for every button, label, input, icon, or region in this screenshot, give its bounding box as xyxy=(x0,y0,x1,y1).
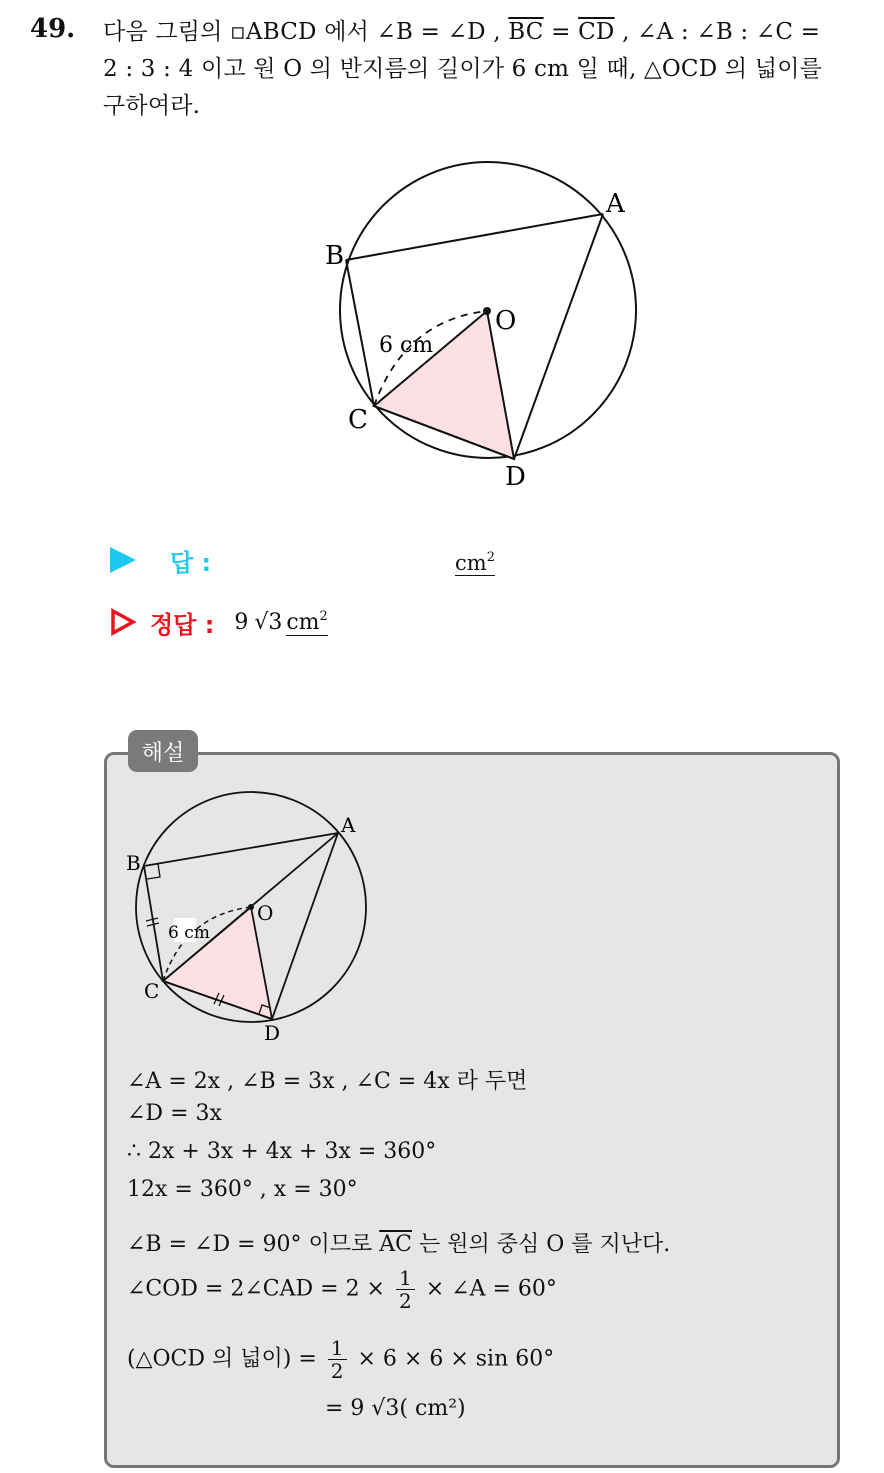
solution-line7-b: × 6 × 6 × sin 60° xyxy=(357,1346,555,1372)
play-arrow-icon xyxy=(110,547,136,573)
solution-line-7 xyxy=(127,1337,554,1382)
solution-line-8: = 9 √3( cm²) xyxy=(325,1396,466,1421)
label-d: D xyxy=(505,462,526,492)
outline-arrow-icon xyxy=(110,608,136,636)
correct-unit xyxy=(286,609,327,636)
problem-line1-a: 다음 그림의 xyxy=(103,19,231,45)
problem-line-3: 구하여라. xyxy=(103,93,201,119)
correct-label: 정답 : xyxy=(150,610,215,639)
fraction-numerator: 1 xyxy=(396,1267,415,1290)
solution-tag: 해설 xyxy=(128,730,198,772)
square-symbol: ▫ xyxy=(230,19,246,45)
fraction-one-half-area xyxy=(328,1337,347,1382)
center-point-o xyxy=(483,307,491,315)
solution-line-5 xyxy=(127,1227,670,1258)
label-c: C xyxy=(348,405,368,435)
equals-sign: = xyxy=(543,19,579,45)
sol-label-d: D xyxy=(264,1021,281,1045)
solution-line5-b: 는 원의 중심 O 를 지난다. xyxy=(411,1232,671,1257)
sol-side-ab xyxy=(144,833,338,866)
sol-label-c: C xyxy=(144,979,160,1003)
sol-center-point-o xyxy=(248,904,254,910)
label-o: O xyxy=(495,306,517,336)
solution-figure xyxy=(120,790,380,1050)
correct-unit-exp: 2 xyxy=(319,608,328,624)
circle-figure xyxy=(320,150,650,495)
correct-unit-text: cm xyxy=(286,609,320,635)
right-angle-mark-b xyxy=(147,864,160,879)
sol-label-o: O xyxy=(257,901,274,925)
problem-line-1 xyxy=(103,14,863,51)
answer-unit-text: cm xyxy=(455,551,487,575)
problem-number: 49. xyxy=(30,14,76,44)
problem-line1-b: ABCD 에서 ∠B = ∠D , xyxy=(245,19,509,45)
solution-line-1: ∠A = 2x , ∠B = 3x , ∠C = 4x 라 두면 xyxy=(127,1069,528,1094)
solution-line7-a: (△OCD 의 넓이) = xyxy=(127,1346,317,1372)
correct-coef: 9 xyxy=(234,609,249,635)
sol-radius-label: 6 cm xyxy=(168,923,210,943)
problem-line1-c: , ∠A : ∠B : ∠C = xyxy=(614,19,821,45)
solution-line-4: 12x = 360° , x = 30° xyxy=(127,1177,358,1202)
answer-label: 답 : xyxy=(170,548,212,577)
correct-answer-row xyxy=(110,602,328,642)
correct-value xyxy=(234,609,327,636)
label-b: B xyxy=(325,241,345,271)
sol-label-b: B xyxy=(126,851,141,875)
sol-side-bc xyxy=(144,866,163,981)
problem-line-2: 2 : 3 : 4 이고 원 O 의 반지름의 길이가 6 cm 일 때, △OCD 의 넓이를 xyxy=(103,56,823,82)
solution-line-2: ∠D = 3x xyxy=(127,1101,222,1126)
answer-unit-exp: 2 xyxy=(486,550,495,565)
segment-ac: $\overline{AC}$ xyxy=(379,1232,412,1257)
fraction-numerator-area: 1 xyxy=(328,1337,347,1360)
side-da xyxy=(514,214,603,459)
side-ab xyxy=(346,214,603,260)
radius-label: 6 cm xyxy=(379,333,434,358)
solution-line5-a: ∠B = ∠D = 90° 이므로 xyxy=(127,1232,380,1257)
solution-line-3: ∴ 2x + 3x + 4x + 3x = 360° xyxy=(127,1139,437,1164)
fraction-denominator: 2 xyxy=(399,1289,412,1313)
solution-line-6 xyxy=(127,1267,557,1312)
problem-statement xyxy=(103,14,863,125)
segment-bc: $\overline{BC}$ xyxy=(508,19,544,45)
correct-root: √3 xyxy=(254,609,283,635)
answer-row xyxy=(110,540,211,580)
fraction-one-half xyxy=(396,1267,415,1312)
segment-cd: $\overline{CD}$ xyxy=(578,19,615,45)
answer-unit xyxy=(455,546,495,576)
fraction-denominator-area: 2 xyxy=(330,1359,344,1383)
sol-label-a: A xyxy=(341,813,356,837)
solution-line6-a: ∠COD = 2∠CAD = 2 × xyxy=(127,1276,385,1302)
solution-line6-b: × ∠A = 60° xyxy=(425,1276,557,1302)
label-a: A xyxy=(606,189,625,219)
